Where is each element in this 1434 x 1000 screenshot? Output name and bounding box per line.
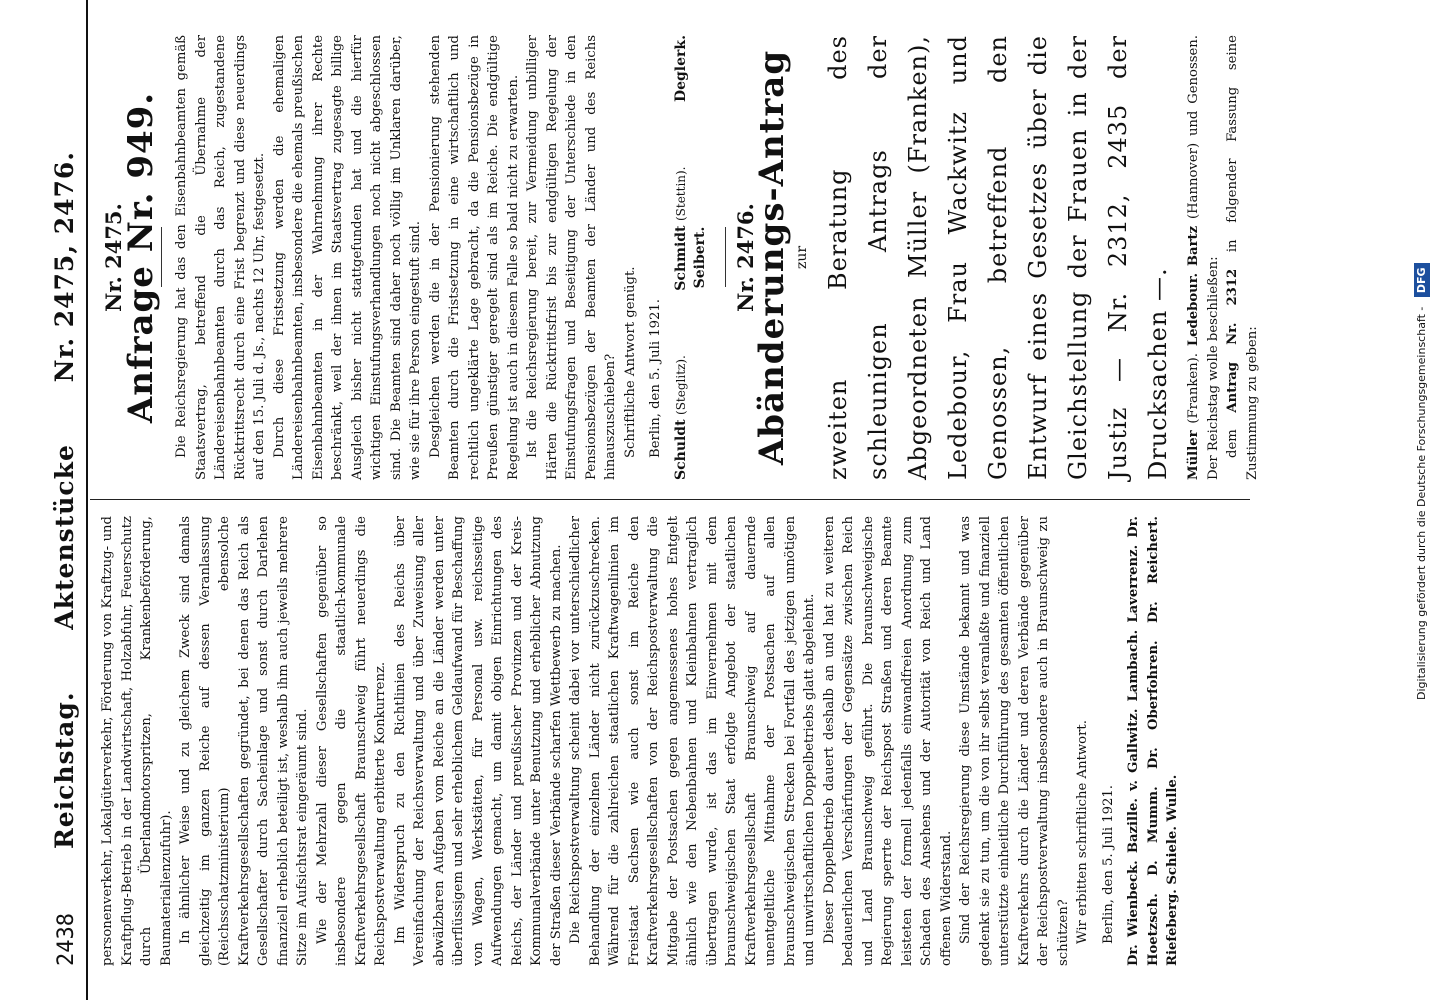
separator [161,228,162,288]
zur-label: zur [793,245,810,270]
header-numbers: Nr. 2475, 2476. [50,150,79,383]
paragraph: personenverkehr, Lokalgüterverkehr, Förderung von Kraftzug- und Kraftpflug-Betrieb in der Landwirtschaft, Holzabfuhr, Feuerschutz durch Überlandmotorspritzen, Krankenbeförderung, Baumaterialienzufuhr). [100,516,174,966]
paragraph: Ist die Reichsregierung bereit, zur Vermeidung unbilliger Härten die Rücktrittsfrist bis zur endgültigen Regelung der Einstufungsfragen und Beseitigung der Unterschiede in den Pensionsbezügen der Beamten der Länder und des Reichs hinauszuschieben? [525,35,618,480]
header-aktenstuecke: Aktenstücke [50,444,79,630]
signature: Schmidt [672,225,689,291]
paragraph: Dieser Doppelbetrieb dauert deshalb an und hat zu weiteren bedauerlichen Verschärfungen der Gegensätze zwischen Reich und Land Braunschweig geführt. Die braunschweigische Regierung sperrte der Reichspost Straßen und deren Beamte leisteten der formell jedenfalls einwandfreien Anordnung zum Schaden des Ansehens und der Autorität von Reich und Land offenen Widerstand. [821,516,954,966]
answer-note: Schriftliche Antwort genügt. [622,266,638,458]
amendment-body: dem Antrag Nr. 2312 in folgender Fassung seine Zustimmung zu geben: [1225,35,1260,480]
left-column [98,516,1183,966]
request-answer: Wir erbitten schriftliche Antwort. [1075,720,1090,944]
amendment-subject: zweiten Beratung des schleunigen Antrags der Abgeordneten Müller (Franken), Ledebour, Frau Wackwitz und Genossen, betreffend den Entwurf eines Gesetzes über die Gleichstellung der Frauen in der Justiz — Nr. 2312, 2435 der Drucksachen —. [824,35,1172,480]
separator [725,228,726,288]
digitization-note [1409,0,1434,1000]
right-column: Nr. 2475. Anfrage Nr. 949. Die Reichsregierung hat das den Eisenbahnbeamten gemäß Staatsvertrag, betreffend die Übernahme der Ländereisenbahnbeamten durch das Reich, zugestandene Rücktrittsrecht durch eine Frist begrenzt und diese neuerdings auf den 15. Juli d. Js., nachts 12 Uhr, festgesetzt. Durch diese Fristsetzung werden die ehemaligen Ländereisenbahnbeamten, insbesondere die ehemals preußischen Eisenbahnbeamten in der Wahrnehmung ihrer Rechte beschränkt, weil der ihnen im Staatsvertrag zugesagte billige Ausgleich bisher nicht stattgefunden hat und die hierfür wichtigen Einstufungsverhandlungen noch nicht abgeschlossen sind. Die Beamten sind daher noch völlig im Unklaren darüber, wie sie für ihre Person eingestuft sind. Desgleichen werden die in der Pensionierung stehenden Beamten durch die Fristsetzung in eine wirtschaftlich und rechtlich ungeklärte Lage gebracht, da die Pensionsbezüge in Preußen günstiger geregelt sind als im Reiche. Die endgültige Regelung ist auch in diesem Falle so bald nicht zu erwarten. Ist die Reichsregierung bereit, zur Vermeidung unbilliger Härten die Rücktrittsfrist bis zur endgültigen Regelung der Einstufungsfragen und Beseitigung der Unterschiede in den Pensionsbezügen der Beamten der Länder und des Reichs hinauszuschieben? Schriftliche Antwort genügt. Berlin, den 5. Juli 1921. Schuldt (Steglitz). Schmidt (Stettin). Deglerk. Seibert. Nr. 2476. Abänderungs-Antrag zur zweiten Beratung des schleunigen Antrags der Abgeordneten Müller (Franken), Ledebour, Frau Wackwitz und Genossen, betreffend den Entwurf eines Gesetzes über die Gleichstellung der Frauen in der Justiz — Nr. 2312, 2435 der Drucksachen —. Müller (Franken). Ledebour. Bartz (Hannover) und Genossen. Der Reichstag wolle beschließen: dem Antrag Nr. 2312 in folgender Fassung seine Zustimmung zu geben: [98,35,1262,480]
paragraph: Die Reichsregierung hat das den Eisenbahnbeamten gemäß Staatsvertrag, betreffend die Übernahme der Ländereisenbahnbeamten durch das Reich, zugestandene Rücktrittsrecht durch eine Frist begrenzt und diese neuerdings auf den 15. Juli d. Js., nachts 12 Uhr, festgesetzt. [174,35,267,480]
page-header [36,0,88,1000]
signature: Ledebour. [1186,272,1201,347]
signature: Seibert. [692,226,708,289]
column-divider [90,499,1250,500]
paragraph: Im Widerspruch zu den Richtlinien des Reichs über Vereinfachung der Reichsverwaltung und über Zuweisung aller abwälzbaren Aufgaben vom Reiche an die Länder werden unter überflüssigem und sehr erheblichem Geldaufwand für Beschaffung von Wagen, Werkstätten, für Personal usw. reichsseitige Aufwendungen gemacht, um damit obigen Einrichtungen des Reichs, der Länder und preußischer Provinzen und der Kreis-Kommunalverbände unter Benutzung und erheblicher Abnutzung der Straßen dieser Verbände scharfen Wettbewerb zu machen. [392,516,564,966]
date: Berlin, den 5. Juli 1921. [648,299,663,458]
paragraph: Desgleichen werden die in der Pensionierung stehenden Beamten durch die Fristsetzung in eine wirtschaftlich und rechtlich ungeklärte Lage gebracht, da die Pensionsbezüge in Preußen günstiger geregelt sind als im Reiche. Die endgültige Regelung ist auch in diesem Falle so bald nicht zu erwarten. [427,35,521,480]
title-abaenderungs-antrag: Abänderungs-Antrag [752,49,792,466]
signature: Bartz [1186,225,1201,267]
document-number-2476: Nr. 2476. [732,203,758,312]
page-number: 2438 [54,913,79,966]
header-title [50,0,79,1000]
paragraph: Die Reichspostverwaltung scheint dabei vor unterschiedlicher Behandlung der einzelnen Länder nicht zurückzuschrecken. Während für die zahlreichen staatlichen Kraftwagenlinien im Freistaat Sachsen wie auch sonst im Reiche den Kraftverkehrsgesellschaften von der Reichspostverwaltung die Mitgabe der Postsachen gegen angemessenes hohes Entgelt ähnlich wie den Nebenbahnen und Kleinbahnen vertraglich übertragen wurde, ist das im Einvernehmen mit dem braunschweigischen Staat erfolgte Angebot der staatlichen Kraftverkehrsgesellschaft Braunschweig auf dauernde unentgeltliche Mitnahme der Postsachen auf allen braunschweigischen Strecken bei Fortfall des jetzigen unnötigen und unwirtschaftlichen Doppelbetriebs glatt abgelehnt. [568,516,817,966]
signature-row: Schuldt (Steglitz). Schmidt (Stettin). Deglerk. [672,35,692,480]
paragraph: Durch diese Fristsetzung werden die ehemaligen Ländereisenbahnbeamten, insbesondere die ehemals preußischen Eisenbahnbeamten in der Wahrnehmung ihrer Rechte beschränkt, weil der ihnen im Staatsvertrag zugesagte billige Ausgleich bisher nicht stattgefunden hat und die hierfür wichtigen Einstufungsverhandlungen noch nicht abgeschlossen sind. Die Beamten sind daher noch völlig im Unklaren darüber, wie sie für ihre Person eingestuft sind. [271,35,423,480]
signature: Müller [1186,430,1201,480]
paragraph: In ähnlicher Weise und zu gleichem Zweck sind damals gleichzeitig im ganzen Reiche auf dessen Veranlassung (Reichsschatzministerium) ebensolche Kraftverkehrsgesellschaften gegründet, bei denen das Reich als Gesellschafter durch Sacheinlage und sonst durch Darlehen finanziell erheblich beteiligt ist, weshalb ihm auch jeweils mehrere Sitze im Aufsichtsrat eingeräumt sind. [178,516,310,966]
signature: Deglerk. [672,35,689,103]
header-reichstag: Reichstag. [50,691,79,850]
funding-text: Digitalisierung gefördert durch die Deutsche Forschungsgemeinschaft - [1415,306,1428,700]
date: Berlin, den 5. Juli 1921. [1100,785,1116,944]
title-anfrage: Anfrage Nr. 949. [120,91,161,424]
signatures: Dr. Wienbeck. Bazille. v. Gallwitz. Lambach. Laverrenz. Dr. Hoetzsch. D. Mumm. Dr. Oberfohren. Dr. Reichert. Riefeberg. Schiele. Wulle. [1126,516,1180,966]
dfg-logo: DFG [1414,263,1430,297]
paragraph: Sind der Reichsregierung diese Umstände bekannt und was gedenkt sie zu tun, um die von ihr selbst veranlaßte und finanziell unterstützte einheitliche Durchführung des gesamten öffentlichen Kraftverkehrs durch die Länder und deren Verbände gegenüber der Reichspostverwaltung insbesondere auch in Braunschweig zu schützen? [958,516,1071,966]
signature: Schuldt [672,419,689,480]
document-number-2475: Nr. 2475. [101,203,126,312]
paragraph: Wie der Mehrzahl dieser Gesellschaften gegenüber so insbesondere gegen die staatlich-kommunale Kraftverkehrsgesellschaft Braunschweig führt neuerdings die Reichspostverwaltung erbitterte Konkurrenz. [314,516,388,966]
